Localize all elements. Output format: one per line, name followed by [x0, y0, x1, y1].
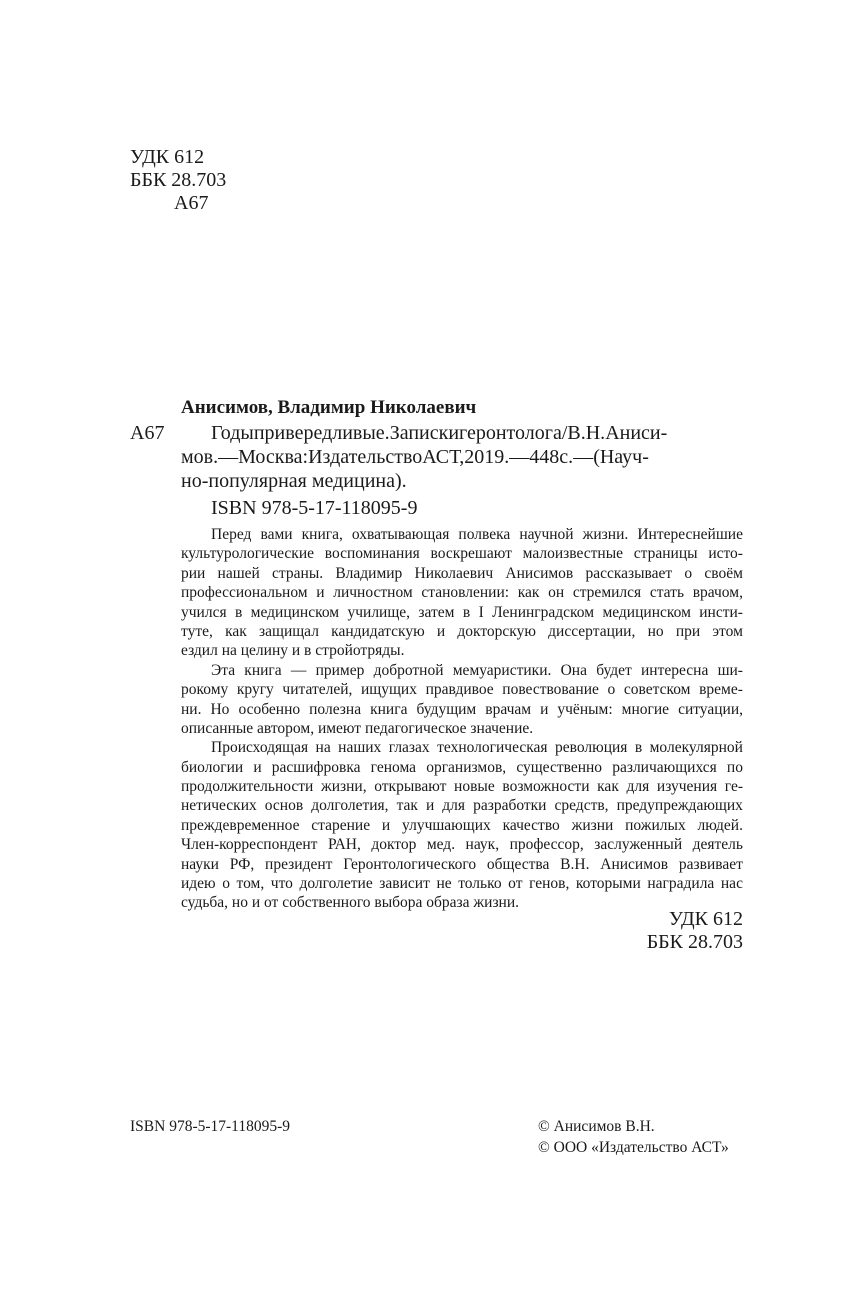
annotation-line: рии нашей страны. Владимир Николаевич Анисимов рассказывает о своём — [181, 564, 743, 582]
title-line: Годыпривередливые.Запискигеронтолога/В.Н.Аниси- — [211, 422, 668, 444]
annotation-line: преждевременное старение и улучшающих качество жизни пожилых людей. — [181, 816, 743, 834]
annotation-line: Происходящая на наших глазах технологическая революция в молекулярной — [211, 739, 743, 757]
annotation-line: описанные автором, имеют педагогическое значение. — [181, 719, 534, 737]
title-line: мов.—Москва:ИздательствоАСТ,2019.—448с.—(Науч- — [181, 446, 649, 468]
copyright-publisher: © ООО «Издательство АСТ» — [538, 1139, 729, 1156]
annotation-line: ни. Но особенно полезна книга будущим врачам и учёным: многие ситуации, — [181, 700, 743, 718]
annotation-line: продолжительности жизни, открывают новые возможности как для изучения ге- — [181, 778, 743, 796]
annotation-line: Эта книга — пример добротной мемуаристики. Она будет интересна ши- — [211, 661, 743, 679]
annotation-line: биологии и расшифровка генома организмов, существенно различающихся по — [181, 758, 743, 776]
annotation-line: ездил на целину и в стройотряды. — [181, 642, 405, 660]
annotation-line: науки РФ, президент Геронтологического общества В.Н. Анисимов развивает — [181, 855, 743, 873]
annotation-line: рокому кругу читателей, ищущих правдивое повествование о советском време- — [181, 681, 743, 699]
bbk-code-bottom: ББК 28.703 — [646, 931, 743, 953]
annotation — [181, 525, 743, 913]
isbn-main: ISBN 978-5-17-118095-9 — [211, 497, 418, 519]
annotation-line: Перед вами книга, охватывающая полвека научной жизни. Интереснейшие — [211, 526, 743, 543]
author-sign: А67 — [130, 422, 165, 444]
title-line: но-популярная медицина). — [181, 470, 407, 492]
annotation-line: идею о том, что долголетие зависит не только от генов, которыми наградила нас — [181, 875, 743, 893]
annotation-line: Член-корреспондент РАН, доктор мед. наук, профессор, заслуженный деятель — [181, 836, 743, 854]
bibliographic-description — [181, 421, 743, 493]
annotation-line: туте, как защищал кандидатскую и докторскую диссертации, но при этом — [181, 622, 743, 640]
bbk-code-top: ББК 28.703 — [130, 169, 227, 191]
annotation-line: культурологические воспоминания воскрешают малоизвестные страницы исто- — [181, 545, 743, 563]
annotation-line: профессиональном и личностном становлении: как он стремился стать врачом, — [181, 584, 743, 602]
udk-code-bottom: УДК 612 — [668, 908, 743, 930]
annotation-line: нетических основ долголетия, так и для разработки средств, предупреждающих — [181, 797, 743, 815]
annotation-line: судьба, но и от собственного выбора образа жизни. — [181, 894, 520, 912]
udk-code-top: УДК 612 — [130, 146, 205, 168]
author-sign-top: А67 — [174, 192, 209, 214]
copyright-author: © Анисимов В.Н. — [538, 1118, 655, 1135]
author-heading: Анисимов, Владимир Николаевич — [181, 397, 477, 418]
annotation-line: учился в медицинском училище, затем в I Ленинградском медицинском инсти- — [181, 603, 743, 621]
isbn-bottom: ISBN 978-5-17-118095-9 — [130, 1118, 291, 1135]
